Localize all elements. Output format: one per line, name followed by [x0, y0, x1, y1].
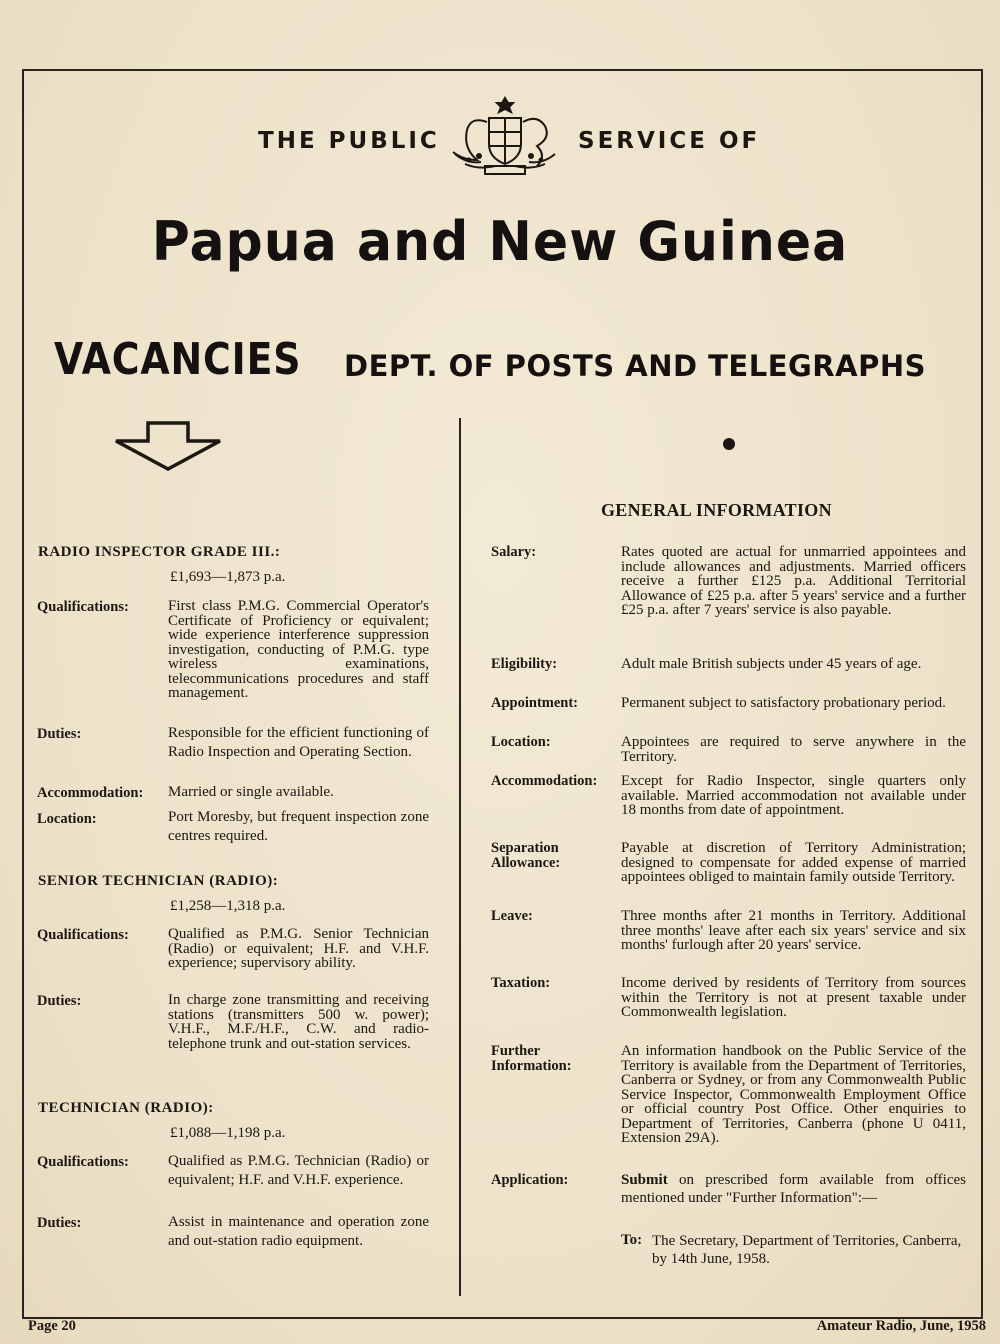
accommodation-text: Married or single available. — [168, 784, 334, 800]
info-label-eligibility: Eligibility: — [491, 656, 558, 672]
to-label: To: — [621, 1232, 643, 1248]
qualifications-label: Qualifications: — [37, 599, 129, 615]
qualifications-text: First class P.M.G. Commercial Operator's Certificate of Proficiency or equivalent; wide experience interference suppression investigation, conducting of P.M.G. type wireless examinations, telecommunications procedures and staff management. — [168, 598, 429, 701]
page-number: Page 20 — [28, 1318, 76, 1334]
info-text-further-information: An information handbook on the Public Service of the Territory is available from the Department of Territories, Canberra or Sydney, or from any Commonwealth Public Service Inspector, Commonwealth Employment Office or official country Post Office. Other enquiries to Department of Territories, Canberra (phone U 0411, Extension 29A). — [621, 1043, 966, 1146]
duties-label: Duties: — [37, 726, 82, 742]
info-text-location: Appointees are required to serve anywhere in the Territory. — [621, 734, 966, 765]
qualifications-label: Qualifications: — [37, 927, 129, 943]
down-arrow-icon — [112, 420, 224, 472]
column-divider — [459, 418, 461, 1296]
to-address: The Secretary, Department of Territories, Canberra, by 14th June, 1958. — [652, 1233, 962, 1267]
info-label-accommodation: Accommodation: — [491, 773, 598, 789]
vacancies-heading: VACANCIES — [54, 334, 302, 385]
duties-label: Duties: — [37, 993, 82, 1009]
position-title: SENIOR TECHNICIAN (RADIO): — [38, 873, 279, 889]
header-public-right: SERVICE OF — [578, 128, 761, 154]
publication-info: Amateur Radio, June, 1958 — [816, 1318, 986, 1334]
position-salary: £1,693—1,873 p.a. — [170, 569, 286, 585]
info-text-salary: Rates quoted are actual for unmarried appointees and include allowances and adjustments. Married officers receive a further £125 p.a. Additional Territorial Allowance of £25 p.a. after 5 years' service and a further £25 p.a. after 7 years' service is also payable. — [621, 544, 966, 618]
application-text: on prescribed form available from offices mentioned under "Further Information":— — [621, 1172, 966, 1206]
duties-text: Responsible for the efficient functioning of Radio Inspection and Operating Section. — [168, 725, 429, 760]
info-label-location: Location: — [491, 734, 551, 750]
info-label-leave: Leave: — [491, 908, 533, 924]
qualifications-text: Qualified as P.M.G. Senior Technician (Radio) or equivalent; H.F. and V.H.F. experience; supervisory ability. — [168, 926, 429, 971]
page-title: Papua and New Guinea — [151, 210, 849, 274]
info-text-taxation: Income derived by residents of Territory from sources within the Territory is not at present taxable under Commonwealth legislation. — [621, 975, 966, 1020]
info-text-appointment: Permanent subject to satisfactory probationary period. — [621, 695, 946, 711]
info-text-eligibility: Adult male British subjects under 45 years of age. — [621, 656, 922, 672]
info-label-appointment: Appointment: — [491, 695, 579, 711]
header-public-left: THE PUBLIC — [258, 128, 440, 154]
info-text-leave: Three months after 21 months in Territory. Additional three months' leave after each six years' service and six months' furlough after 20 years' service. — [621, 908, 966, 953]
position-title: TECHNICIAN (RADIO): — [38, 1100, 214, 1116]
accommodation-label: Accommodation: — [37, 785, 144, 801]
qualifications-label: Qualifications: — [37, 1154, 129, 1170]
info-label-separation-allowance: Separation Allowance: — [491, 840, 561, 871]
duties-label: Duties: — [37, 1215, 82, 1231]
position-title: RADIO INSPECTOR GRADE III.: — [38, 544, 281, 560]
submit-word: Submit — [621, 1172, 668, 1188]
info-label-salary: Salary: — [491, 544, 537, 560]
duties-text: Assist in maintenance and operation zone and out-station radio equipment. — [168, 1214, 429, 1249]
coat-of-arms-icon — [445, 92, 565, 184]
bullet-icon — [723, 438, 735, 450]
general-information-heading: GENERAL INFORMATION — [601, 500, 832, 520]
info-label-further-information: Further Information: — [491, 1043, 572, 1074]
location-label: Location: — [37, 811, 97, 827]
position-salary: £1,088—1,198 p.a. — [170, 1125, 286, 1141]
location-text: Port Moresby, but frequent inspection zone centres required. — [168, 809, 429, 844]
info-text-accommodation: Except for Radio Inspector, single quarters only available. Married accommodation not available under 18 months from date of appointment. — [621, 773, 966, 818]
position-salary: £1,258—1,318 p.a. — [170, 898, 286, 914]
info-label-application: Application: — [491, 1172, 569, 1188]
info-text-application — [621, 1171, 966, 1207]
department-heading: DEPT. OF POSTS AND TELEGRAPHS — [344, 349, 926, 383]
duties-text: In charge zone transmitting and receiving stations (transmitters 500 w. power); V.H.F., M.F./H.F., C.W. and radio-telephone trunk and out-station services. — [168, 992, 429, 1052]
info-label-taxation: Taxation: — [491, 975, 551, 991]
qualifications-text: Qualified as P.M.G. Technician (Radio) or equivalent; H.F. and V.H.F. experience. — [168, 1153, 429, 1188]
info-text-separation-allowance: Payable at discretion of Territory Administration; designed to compensate for added expense of married appointees obliged to maintain family outside Territory. — [621, 840, 966, 885]
